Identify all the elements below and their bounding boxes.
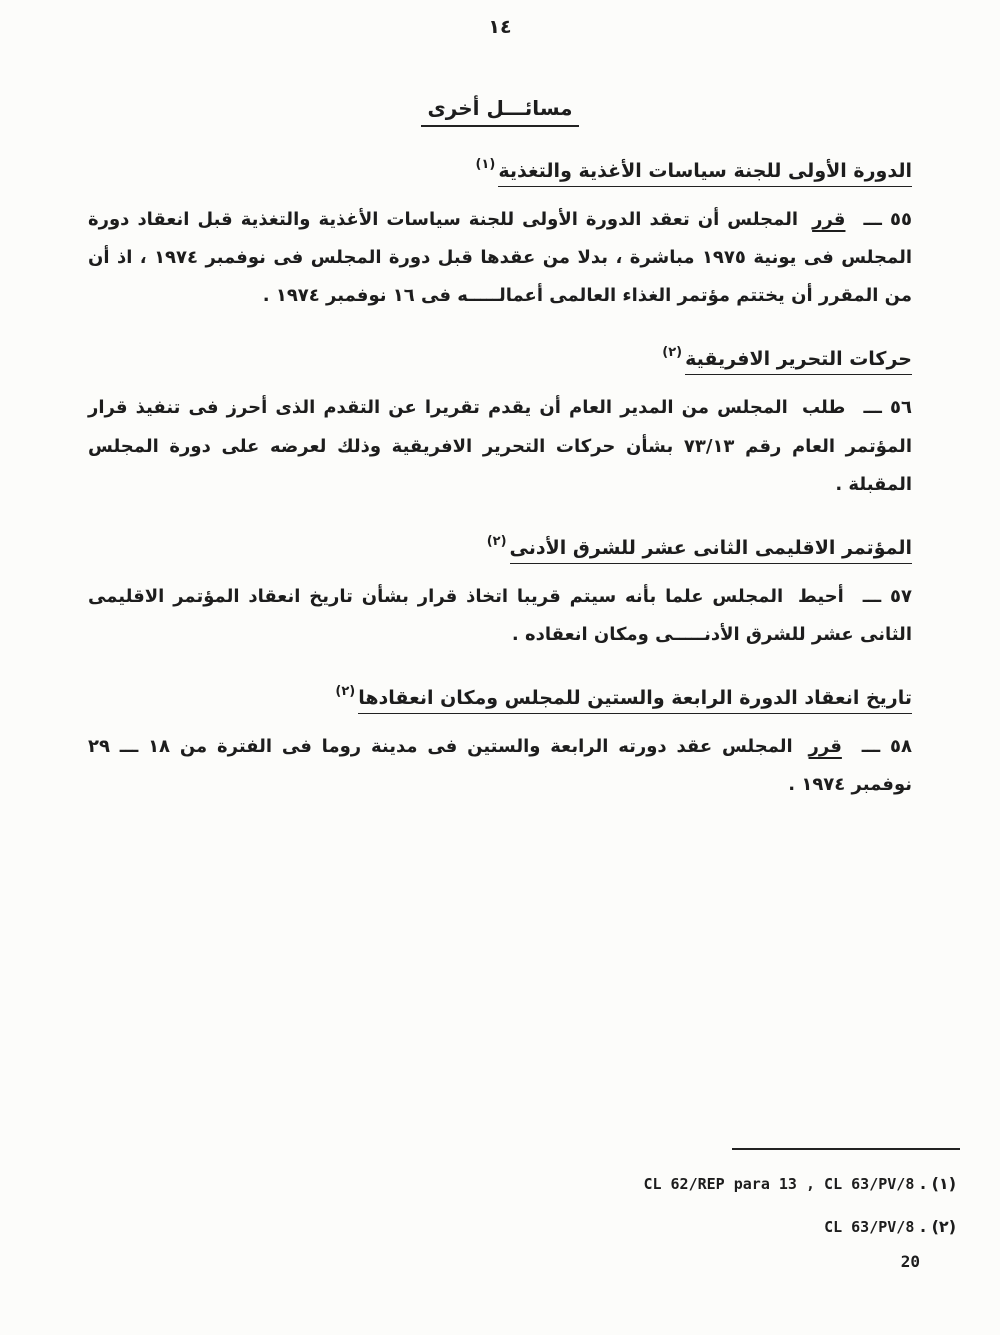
section-64th-session xyxy=(88,684,912,804)
paragraph-57 xyxy=(88,578,912,654)
footnote-ref: (٢) xyxy=(486,533,507,549)
paragraph-number: ٥٧ ـــ xyxy=(862,585,912,607)
footnote-separator xyxy=(732,1148,960,1150)
footnote-2-ref: (٢) . xyxy=(919,1217,956,1236)
section-heading-text: الدورة الأولى للجنة سياسات الأغذية والتغذية xyxy=(498,160,912,187)
paragraph-number: ٥٦ ـــ xyxy=(863,397,912,419)
paragraph-verb: قرر xyxy=(812,209,846,230)
footnote-area xyxy=(60,1148,960,1236)
section-heading xyxy=(88,157,912,187)
footnote-ref: (١) xyxy=(475,157,496,172)
paragraph-56 xyxy=(88,389,912,503)
paragraph-number: ٥٥ ـــ xyxy=(863,209,912,230)
paragraph-verb: قرر xyxy=(808,736,842,758)
section-heading xyxy=(88,684,912,714)
paragraph-text: المجلس من المدير العام أن يقدم تقريرا عن التقدم الذى أحرز فى تنفيذ قرار المؤتمر العام رقم ٧٣/١٣ بشأن حركات التحرير الافريقية وذلك لعرضه على دورة المجلس المقبلة . xyxy=(88,397,912,495)
section-heading-text: المؤتمر الاقليمى الثانى عشر للشرق الأدنى xyxy=(510,537,912,564)
section-heading xyxy=(88,345,912,375)
paragraph-text: المجلس علما بأنه سيتم قريبا اتخاذ قرار بشأن تاريخ انعقاد المؤتمر الاقليمى الثانى عشر للشرق الأدنـــــى ومكان انعقاده . xyxy=(88,585,912,646)
bottom-page-number: 20 xyxy=(900,1252,920,1271)
footnote-1 xyxy=(60,1174,960,1193)
document-title xyxy=(88,96,912,127)
section-heading-text: حركات التحرير الافريقية xyxy=(685,348,912,375)
paragraph-55 xyxy=(88,201,912,315)
section-heading xyxy=(88,534,912,564)
document-title-text: مسائـــل أخرى xyxy=(421,96,578,127)
paragraph-58 xyxy=(88,728,912,804)
footnote-2-text: CL 63/PV/8 xyxy=(824,1218,915,1236)
paragraph-number: ٥٨ ـــ xyxy=(861,736,912,758)
paragraph-text: المجلس عقد دورته الرابعة والستين فى مدينة روما فى الفترة من ١٨ ـــ ٢٩ نوفمبر ١٩٧٤ . xyxy=(88,736,912,796)
section-african-liberation xyxy=(88,345,912,503)
footnote-1-text: CL 62/REP para 13 , CL 63/PV/8 xyxy=(643,1175,915,1193)
paragraph-text: المجلس أن تعقد الدورة الأولى للجنة سياسات الأغذية والتغذية قبل انعقاد دورة المجلس فى يونية ١٩٧٥ مباشرة ، بدلا من عقدها قبل دورة المجلس فى نوفمبر ١٩٧٤ ، اذ أن من المقرر أن يختتم مؤتمر الغذاء العالمى أعمالـــــه فى ١٦ نوفمبر ١٩٧٤ . xyxy=(88,209,912,307)
footnote-2 xyxy=(60,1217,960,1236)
section-heading-text: تاريخ انعقاد الدورة الرابعة والستين للمجلس ومكان انعقادها xyxy=(358,687,912,714)
top-page-number: ١٤ xyxy=(488,16,512,38)
section-near-east-conference xyxy=(88,534,912,654)
footnote-1-ref: (١) . xyxy=(919,1174,956,1193)
footnote-ref: (٢) xyxy=(662,345,683,361)
paragraph-verb: طلب xyxy=(801,397,846,419)
footnote-ref: (٢) xyxy=(335,684,356,700)
paragraph-verb: أحيط xyxy=(798,585,844,607)
section-fcp-committee xyxy=(88,157,912,315)
